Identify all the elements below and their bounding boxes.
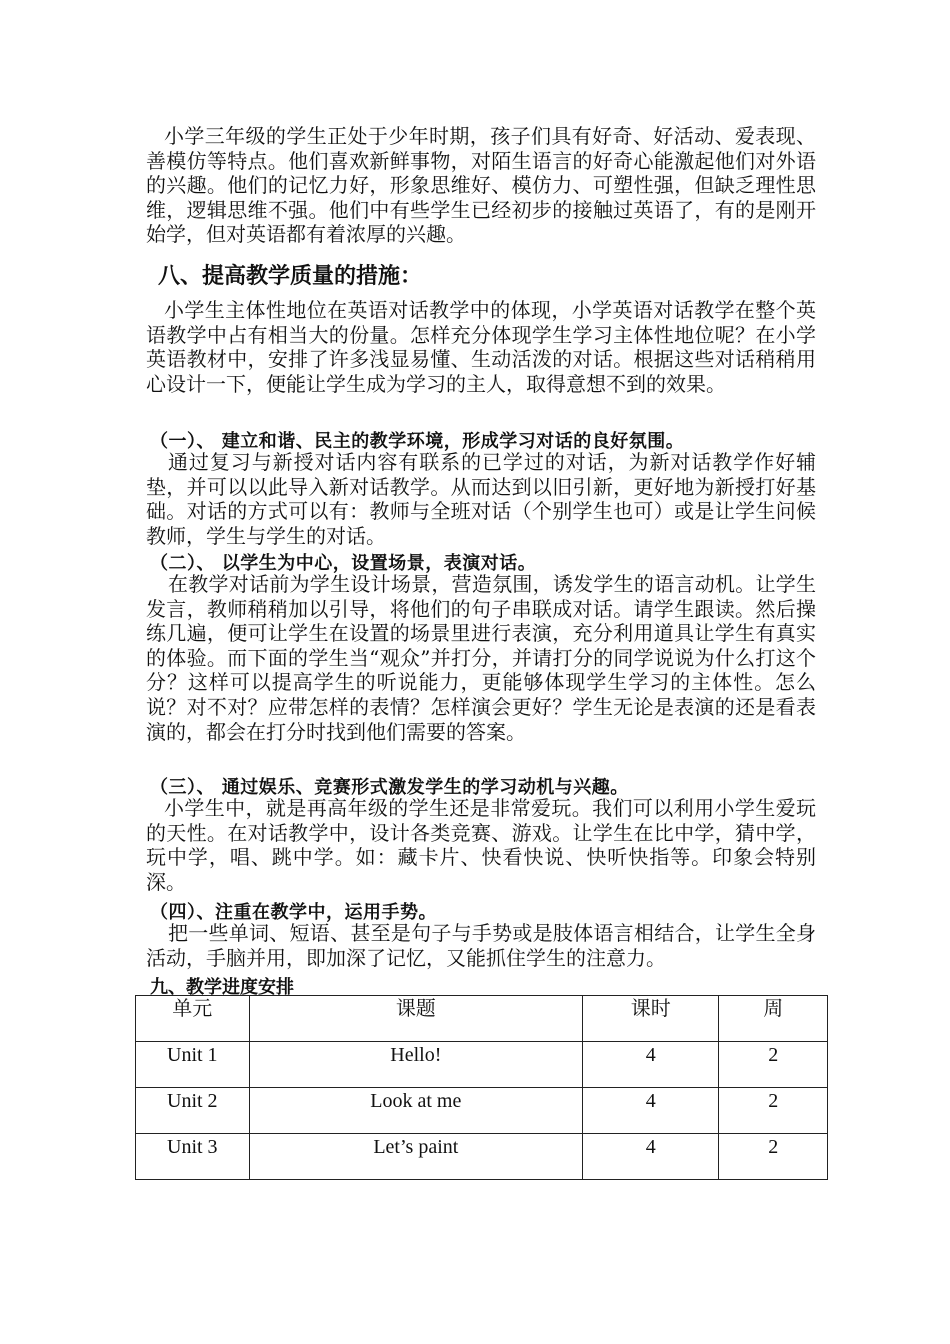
table-header-row [136,996,828,1042]
cell-unit: Unit 2 [136,1088,250,1134]
measure-2-text: 在教学对话前为学生设计场景，营造氛围，诱发学生的语言动机。让学生发言，教师稍稍加以引导，将他们的句子串联成对话。请学生跟读。然后操练几遍，便可让学生在设置的场景里进行表演，充分利用道具让学生有真实的体验。而下面的学生当“观众”并打分，并请打分的同学说说为什么打这个分？这样可以提高学生的听说能力，更能够体现学生学习的主体性。怎么说？对不对？应带怎样的表情？怎样演会更好？学生无论是表演的还是看表演的，都会在打分时找到他们需要的答案。 [146,572,816,744]
header-cell-topic: 课题 [249,996,582,1042]
cell-lessons: 4 [583,1042,719,1088]
table-row [136,1042,828,1088]
schedule-table [135,995,828,1180]
cell-topic: Look at me [249,1088,582,1134]
intro-paragraph: 小学三年级的学生正处于少年时期，孩子们具有好奇、好活动、爱表现、善模仿等特点。他们喜欢新鲜事物，对陌生语言的好奇心能激起他们对外语的兴趣。他们的记忆力好，形象思维好、模仿力、可塑性强，但缺乏理性思维，逻辑思维不强。他们中有些学生已经初步的接触过英语了，有的是刚开始学，但对英语都有着浓厚的兴趣。 [146,124,816,247]
cell-unit: Unit 1 [136,1042,250,1088]
measure-4-heading: （四）、注重在教学中，运用手势。 [150,902,437,923]
section-8-heading: 八、提高教学质量的措施： [158,264,423,289]
cell-weeks: 2 [719,1134,828,1180]
cell-weeks: 2 [719,1042,828,1088]
table-row [136,1088,828,1134]
measure-3-text: 小学生中，就是再高年级的学生还是非常爱玩。我们可以利用小学生爱玩的天性。在对话教学中，设计各类竞赛、游戏。让学生在比中学，猜中学，玩中学，唱、跳中学。如：藏卡片、快看快说、快听快指等。印象会特别深。 [146,796,816,894]
cell-topic: Let’s paint [249,1134,582,1180]
section-8-paragraph: 小学生主体性地位在英语对话教学中的体现，小学英语对话教学在整个英语教学中占有相当大的份量。怎样充分体现学生学习主体性地位呢？在小学英语教材中，安排了许多浅显易懂、生动活泼的对话。根据这些对话稍稍用心设计一下，便能让学生成为学习的主人，取得意想不到的效果。 [146,298,816,396]
measure-4-text: 把一些单词、短语、甚至是句子与手势或是肢体语言相结合，让学生全身活动，手脑并用，即加深了记忆，又能抓住学生的注意力。 [146,921,816,970]
cell-unit: Unit 3 [136,1134,250,1180]
cell-lessons: 4 [583,1134,719,1180]
cell-lessons: 4 [583,1088,719,1134]
header-cell-unit: 单元 [136,996,250,1042]
cell-weeks: 2 [719,1088,828,1134]
measure-1-text: 通过复习与新授对话内容有联系的已学过的对话，为新对话教学作好辅垫，并可以以此导入新对话教学。从而达到以旧引新，更好地为新授打好基础。对话的方式可以有：教师与全班对话（个别学生也可）或是让学生问候教师，学生与学生的对话。 [146,450,816,548]
section-9-heading: 九、教学进度安排 [150,977,294,998]
measure-1-heading: （一）、 建立和谐、民主的教学环境，形成学习对话的良好氛围。 [150,431,685,452]
measure-3-heading: （三）、 通过娱乐、竞赛形式激发学生的学习动机与兴趣。 [150,777,629,798]
table-row [136,1134,828,1180]
measure-2-heading: （二）、 以学生为中心，设置场景，表演对话。 [150,553,537,574]
cell-topic: Hello! [249,1042,582,1088]
header-cell-weeks: 周 [719,996,828,1042]
header-cell-lessons: 课时 [583,996,719,1042]
